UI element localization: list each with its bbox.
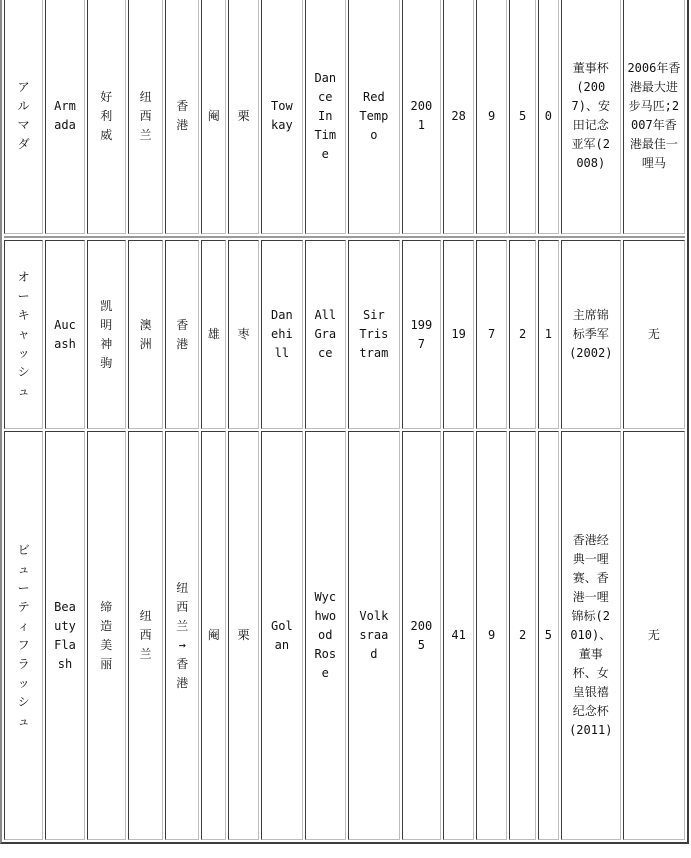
racing-place-cell <box>165 0 199 234</box>
foaled-cell <box>402 0 441 234</box>
japanese-name-cell <box>4 240 43 429</box>
starts-cell <box>443 431 474 840</box>
racing-place-cell <box>165 431 199 840</box>
dam-cell <box>305 431 346 840</box>
english-name: Aucash <box>54 317 76 351</box>
sire: Golan <box>271 618 293 652</box>
foaled-cell <box>402 240 441 429</box>
starts: 41 <box>451 628 466 642</box>
chinese-name-cell <box>87 240 126 429</box>
wins-cell <box>476 431 507 840</box>
dam-cell <box>305 0 346 234</box>
japanese-name-cell <box>4 0 43 234</box>
birthplace-cell <box>128 240 163 429</box>
row-separator <box>4 236 685 238</box>
sire: Towkay <box>271 99 293 132</box>
chinese-name: 缔造美丽 <box>100 599 113 671</box>
major-wins-cell <box>561 431 621 840</box>
foaled-year: 2001 <box>410 99 433 132</box>
sex-cell <box>201 431 226 840</box>
thirds: 0 <box>544 108 553 123</box>
wins: 9 <box>488 628 496 642</box>
dam-sire: Volksraad <box>359 609 389 661</box>
birthplace: 澳洲 <box>139 317 152 351</box>
starts: 19 <box>451 327 466 341</box>
seconds: 2 <box>518 327 527 341</box>
dam: Dance In Time <box>314 70 337 161</box>
thirds-cell <box>538 431 559 840</box>
major-wins-cell <box>561 240 621 429</box>
seconds-cell <box>509 240 536 429</box>
major-wins: 主席锦标季军(2002) <box>569 308 613 360</box>
racing-place: 香港 <box>176 317 189 351</box>
wins: 9 <box>488 108 496 123</box>
sex: 雄 <box>207 327 220 341</box>
coat-color: 栗 <box>237 628 250 642</box>
dam-sire: Red Tempo <box>359 89 389 142</box>
color-cell <box>228 0 259 234</box>
japanese-name: オーキャッシュ <box>17 270 30 398</box>
sex-cell <box>201 0 226 234</box>
starts-cell <box>443 0 474 234</box>
sex: 阉 <box>207 628 220 642</box>
seconds-cell <box>509 0 536 234</box>
english-name: Beauty Flash <box>54 599 76 671</box>
sire-cell <box>261 431 302 840</box>
honours-cell <box>623 431 685 840</box>
thirds: 5 <box>544 628 553 642</box>
dam-sire: Sir Tristram <box>359 308 389 360</box>
sex: 阉 <box>207 108 220 123</box>
seconds: 2 <box>518 628 527 642</box>
sire-cell <box>261 0 302 234</box>
honours-cell <box>623 0 685 234</box>
foaled-year: 2005 <box>410 618 433 652</box>
color-cell <box>228 431 259 840</box>
sire-cell <box>261 240 302 429</box>
table-row <box>4 431 685 840</box>
wins-cell <box>476 240 507 429</box>
dam-sire-cell <box>348 0 400 234</box>
honours: 无 <box>647 327 660 341</box>
starts-cell <box>443 240 474 429</box>
foaled-cell <box>402 431 441 840</box>
thirds-cell <box>538 240 559 429</box>
birthplace: 纽西兰 <box>139 609 152 661</box>
row-separator-cell <box>4 236 685 238</box>
coat-color: 枣 <box>237 327 250 341</box>
wins: 7 <box>488 327 496 341</box>
dam-sire-cell <box>348 431 400 840</box>
english-name-cell <box>45 0 84 234</box>
racing-place: 纽西兰→香港 <box>176 580 189 690</box>
table-row <box>4 240 685 429</box>
dam-sire-cell <box>348 240 400 429</box>
racing-place: 香港 <box>176 99 189 132</box>
coat-color: 栗 <box>237 108 250 123</box>
thirds: 1 <box>544 327 553 341</box>
chinese-name: 好利威 <box>100 89 113 142</box>
english-name: Armada <box>54 99 76 132</box>
english-name-cell <box>45 431 84 840</box>
seconds-cell <box>509 431 536 840</box>
sex-cell <box>201 240 226 429</box>
japanese-name-cell <box>4 431 43 840</box>
major-wins: 香港经典一哩赛、香港一哩锦标(2010)、董事杯、女皇银禧纪念杯(2011) <box>569 533 613 737</box>
color-cell <box>228 240 259 429</box>
major-wins-cell <box>561 0 621 234</box>
foaled-year: 1997 <box>410 317 433 351</box>
starts: 28 <box>451 108 466 123</box>
honours-cell <box>623 240 685 429</box>
honours: 无 <box>647 628 660 642</box>
birthplace-cell <box>128 0 163 234</box>
chinese-name: 凯明神驹 <box>100 298 113 370</box>
birthplace: 纽西兰 <box>139 89 152 142</box>
sire: Danehill <box>271 308 293 360</box>
japanese-name: ビューティフラッシュ <box>17 542 30 728</box>
thirds-cell <box>538 0 559 234</box>
wins-cell <box>476 0 507 234</box>
dam: Wychwood Rose <box>314 590 337 680</box>
table-row <box>4 0 685 234</box>
chinese-name-cell <box>87 0 126 234</box>
english-name-cell <box>45 240 84 429</box>
birthplace-cell <box>128 431 163 840</box>
dam: All Grace <box>314 308 337 360</box>
honours: 2006年香港最大进步马匹;2007年香港最佳一哩马 <box>627 61 681 170</box>
seconds: 5 <box>518 108 527 123</box>
japanese-name: アルマダ <box>17 80 30 151</box>
dam-cell <box>305 240 346 429</box>
chinese-name-cell <box>87 431 126 840</box>
major-wins: 董事杯(2007)、安田记念亚军(2008) <box>571 61 610 170</box>
racing-place-cell <box>165 240 199 429</box>
